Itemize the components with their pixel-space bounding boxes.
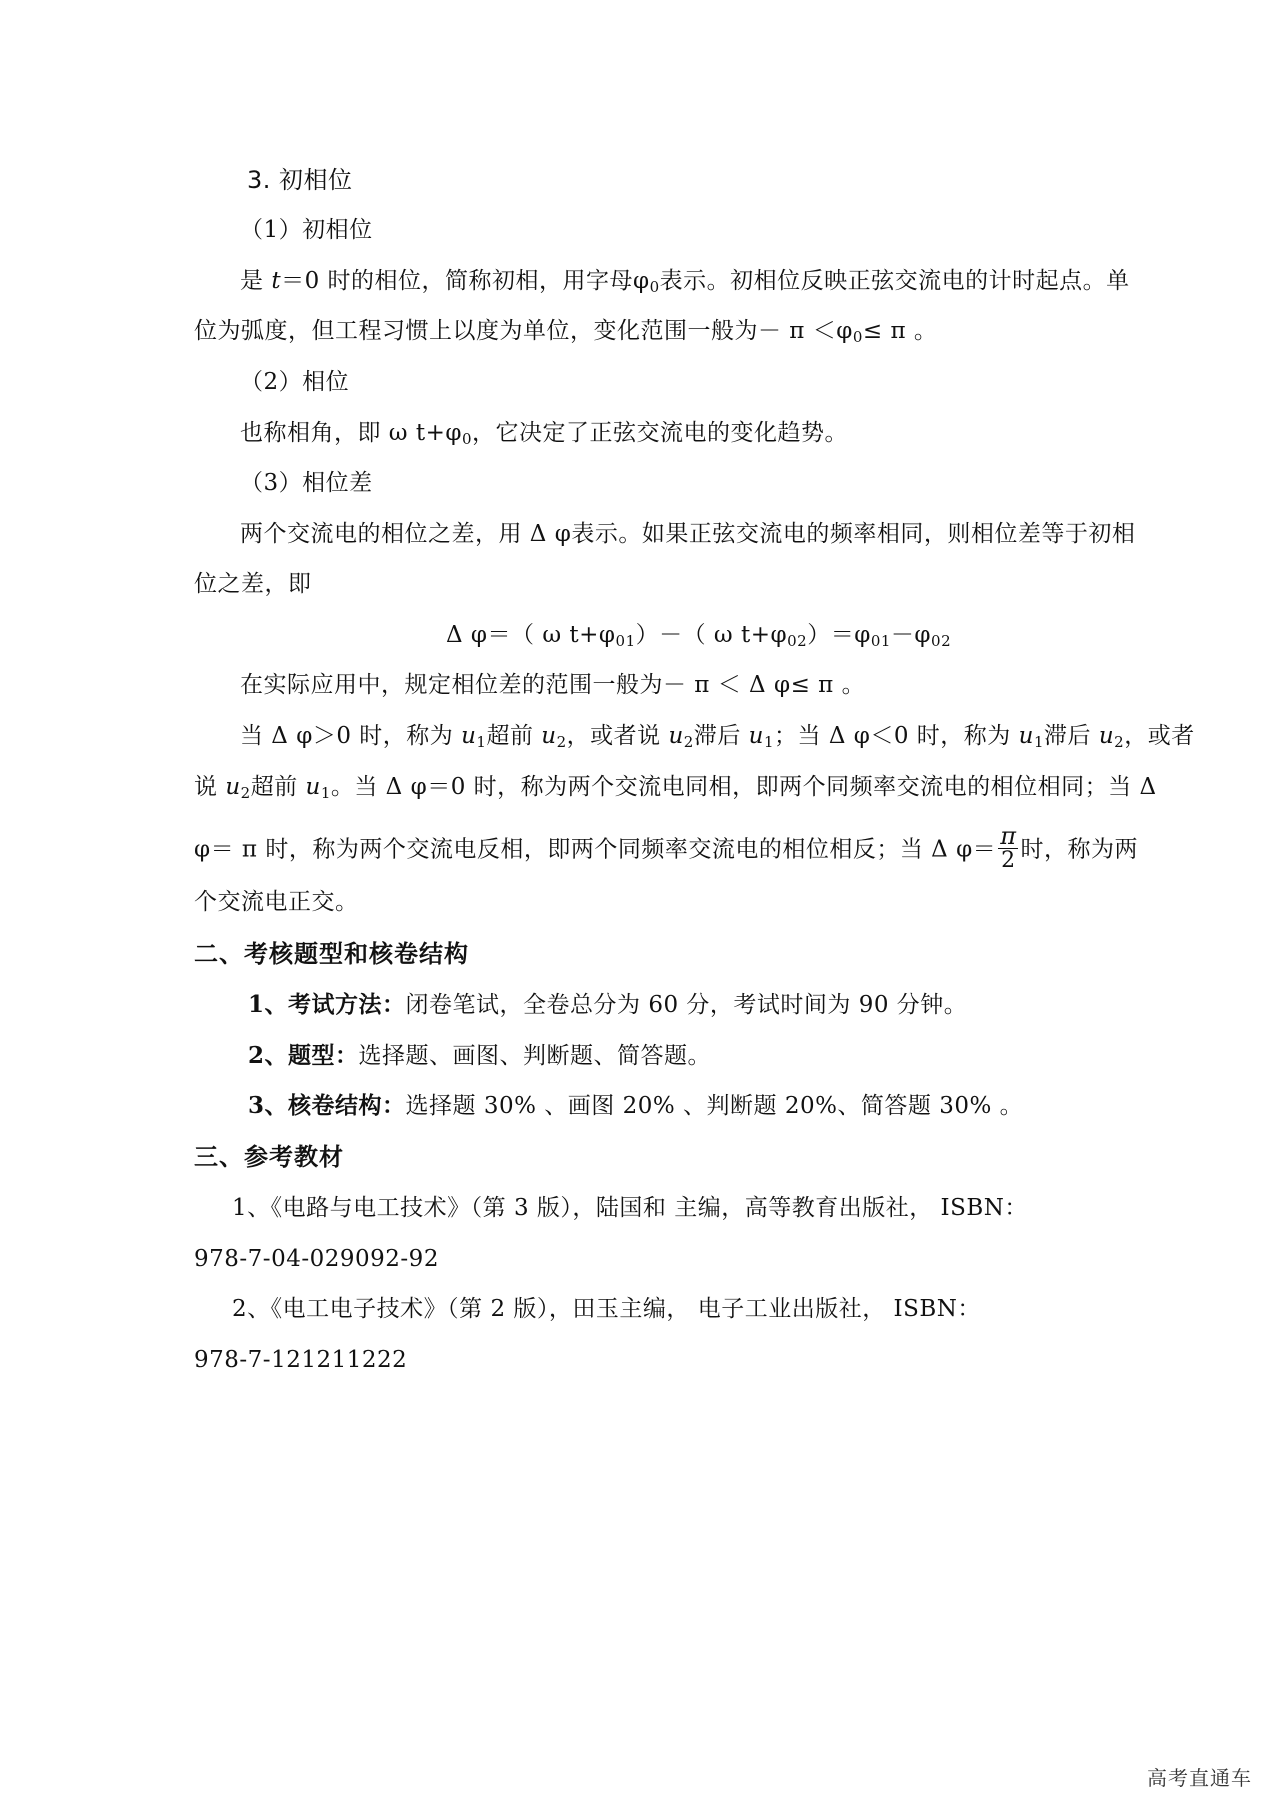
pi-over-two-fraction: $\frac{\pi}{2}$: [1000, 822, 1017, 873]
paragraph-line: 位之差，即: [194, 571, 312, 597]
section-heading-exam-structure: 二、考核题型和核卷结构: [194, 939, 469, 968]
paragraph-line: 个交流电正交。: [194, 889, 359, 915]
list-item: 1、考试方法：闭卷笔试，全卷总分为 60 分，考试时间为 90 分钟。: [248, 991, 968, 1018]
paragraph-line: 两个交流电的相位之差，用 Δ φ表示。如果正弦交流电的频率相同，则相位差等于初相: [240, 521, 1136, 547]
paragraph-line: φ＝ π 时，称为两个交流电反相，即两个同频率交流电的相位相反；当 Δ φ＝ $\frac{\pi}{2}$ 时，称为两: [194, 822, 1138, 873]
paragraph-line: 当 Δ φ＞0 时，称为 $u_1$超前 $u_2$，或者说 $u_2$滞后 $u_1$；当 Δ φ＜0 时，称为 $u_1$滞后 $u_2$，或者: [240, 723, 1195, 751]
paragraph-line: 是 t＝0 时的相位，简称初相，用字母$\varphi_0$表示。初相位反映正弦交流电的计时起点。单: [240, 268, 1130, 296]
watermark-text: 高考直通车: [1147, 1766, 1252, 1790]
isbn-text: 978-7-121211222: [194, 1347, 408, 1373]
sub-heading-initial-phase: （1）初相位: [240, 217, 373, 243]
paragraph-line: 也称相角，即 ω $t+\varphi_0$，它决定了正弦交流电的变化趋势。: [240, 420, 849, 448]
paragraph-line: 在实际应用中，规定相位差的范围一般为－ π ＜ Δ φ≤ π 。: [240, 672, 866, 698]
paragraph-line: 位为弧度，但工程习惯上以度为单位，变化范围一般为－ $\pi <\varphi_0\le \pi$ 。: [194, 318, 938, 346]
sub-heading-phase-difference: （3）相位差: [240, 470, 373, 496]
isbn-text: 978-7-04-029092-92: [194, 1246, 439, 1272]
paragraph-line: 说 $u_2$超前 $u_1$。当 Δ φ＝0 时，称为两个交流电同相，即两个同频率交流电的相位相同；当 Δ: [194, 774, 1157, 802]
section-heading-textbooks: 三、参考教材: [194, 1142, 344, 1171]
list-item: 2、题型：选择题、画图、判断题、简答题。: [248, 1042, 712, 1069]
list-item: 3、核卷结构：选择题 30% 、画图 20% 、判断题 20%、简答题 30% 。: [248, 1092, 1024, 1119]
list-item: 2、《电工电子技术》（第 2 版），田玉主编， 电子工业出版社， ISBN：: [232, 1296, 981, 1322]
equation: Δ φ＝（ ω $t+\varphi_{01})-$（ ω $t+\varphi_{02})=\varphi_{01}-\varphi_{02}$: [446, 622, 952, 650]
section-title: 3. 初相位: [247, 166, 353, 194]
sub-heading-phase: （2）相位: [240, 369, 350, 395]
list-item: 1、《电路与电工技术》（第 3 版），陆国和 主编，高等教育出版社， ISBN：: [232, 1195, 1028, 1221]
